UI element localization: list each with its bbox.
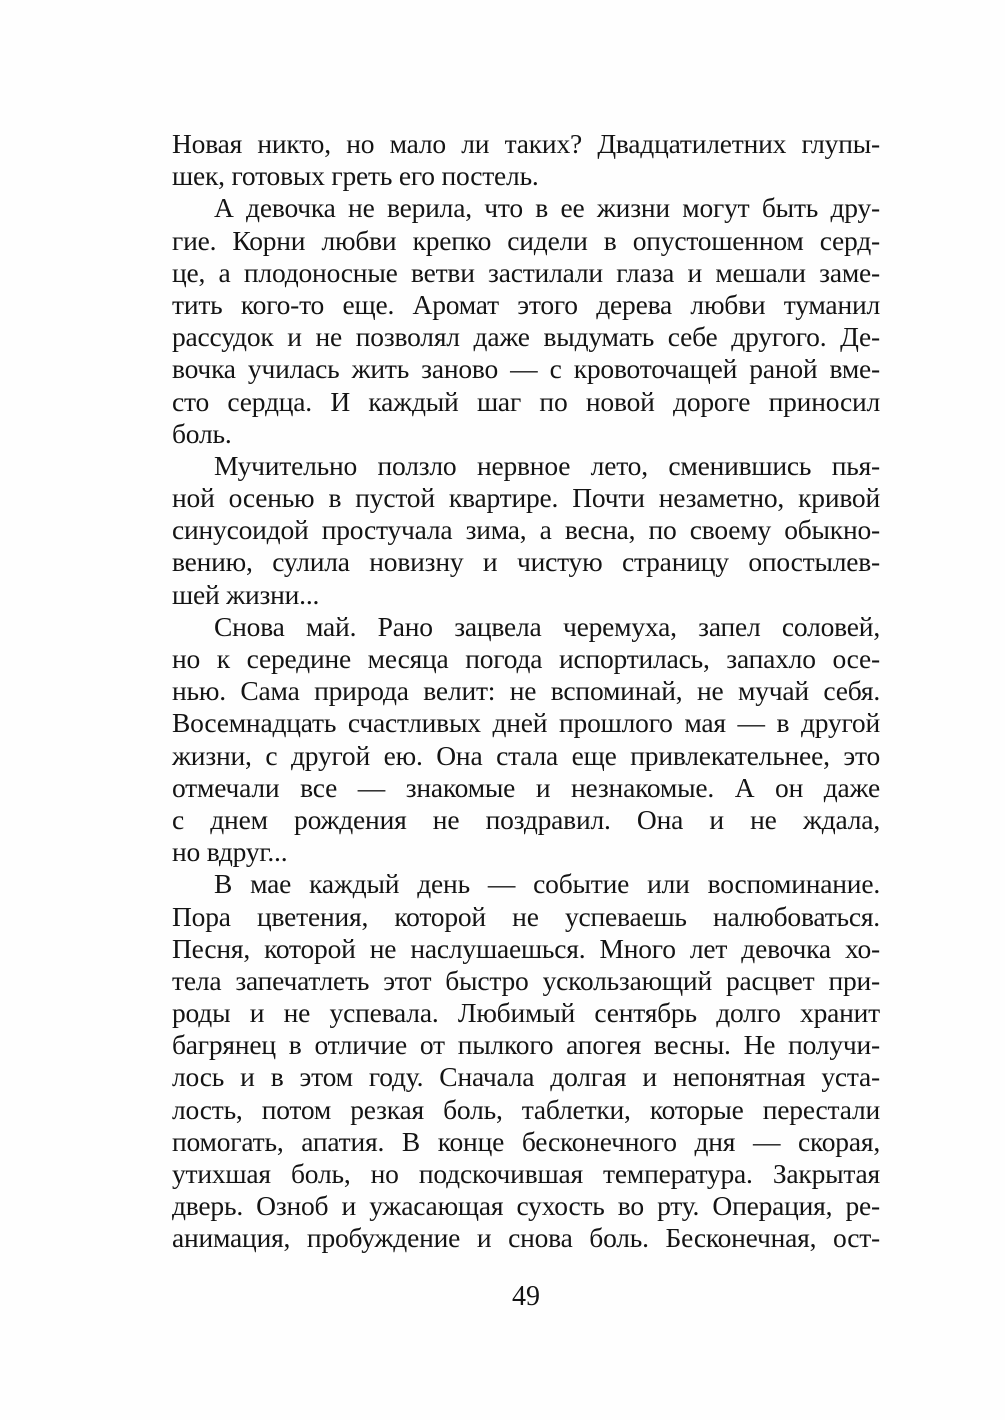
text-line: но к середине месяца погода испортилась, запахло осе- [172, 643, 880, 674]
text-line: лость, потом резкая боль, таблетки, которые перестали [172, 1093, 880, 1125]
text-line: отмечали все — знакомые и незнакомые. А он даже [172, 771, 880, 803]
text-line: тела запечатлеть этот быстро ускользающий расцвет при- [172, 964, 880, 996]
text-line: вочка училась жить заново — с кровоточащей раной вме- [172, 353, 880, 385]
text-line: анимация, пробуждение и снова боль. Бесконечная, ост- [172, 1222, 880, 1254]
text-line: помогать, апатия. В конце бесконечного дня — скорая, [172, 1125, 880, 1157]
text-line: багрянец в отличие от пылкого апогея весны. Не получи- [172, 1029, 880, 1061]
text-line: тить кого-то еще. Аромат этого дерева любви туманил [172, 288, 880, 320]
text-line: Снова май. Рано зацвела черемуха, запел соловей, [214, 610, 880, 642]
text-line: вению, сулила новизну и чистую страницу опостылев- [172, 546, 880, 578]
text-line: жизни, с другой ею. Она стала еще привлекательнее, это [172, 739, 880, 771]
text-line: сто сердца. И каждый шаг по новой дороге приносил [172, 385, 880, 417]
text-line: боль. [172, 417, 232, 449]
text-line: с днем рождения не поздравил. Она и не ждала, [172, 803, 880, 835]
text-line: гие. Корни любви крепко сидели в опустошенном серд- [172, 224, 880, 256]
text-line: Восемнадцать счастливых дней прошлого мая — в другой [172, 707, 880, 739]
text-line: лось и в этом году. Сначала долгая и непонятная уста- [172, 1061, 880, 1093]
text-line: А девочка не верила, что в ее жизни могут быть дру- [214, 192, 880, 224]
text-line: но вдруг... [172, 836, 288, 868]
text-line: Новая никто, но мало ли таких? Двадцатилетних глупы- [172, 128, 880, 159]
text-line: Мучительно ползло нервное лето, сменившись пья- [214, 449, 880, 481]
text-line: синусоидой простучала зима, а весна, по своему обыкно- [172, 514, 880, 546]
text-line: утихшая боль, но подскочившая температура. Закрытая [172, 1158, 880, 1189]
text-line: роды и не успевала. Любимый сентябрь долго хранит [172, 997, 880, 1029]
text-line: В мае каждый день — событие или воспоминание. [214, 868, 880, 900]
text-line: ной осенью в пустой квартире. Почти незаметно, кривой [172, 482, 880, 514]
text-block [172, 128, 880, 1255]
text-line: Песня, которой не наслушаешься. Много лет девочка хо- [172, 932, 880, 964]
text-line: Пора цветения, которой не успеваешь налюбоваться. [172, 900, 880, 932]
text-line: шей жизни... [172, 578, 320, 610]
text-line: дверь. Озноб и ужасающая сухость во рту. Операция, ре- [172, 1190, 880, 1222]
page-number: 49 [512, 1281, 540, 1312]
text-line: рассудок и не позволял даже выдумать себе другого. Де- [172, 321, 880, 353]
text-line: це, а плодоносные ветви застилали глаза и мешали заме- [172, 256, 880, 288]
text-line: шек, готовых греть его постель. [172, 160, 539, 192]
text-line: нью. Сама природа велит: не вспоминай, не мучай себя. [172, 675, 880, 707]
